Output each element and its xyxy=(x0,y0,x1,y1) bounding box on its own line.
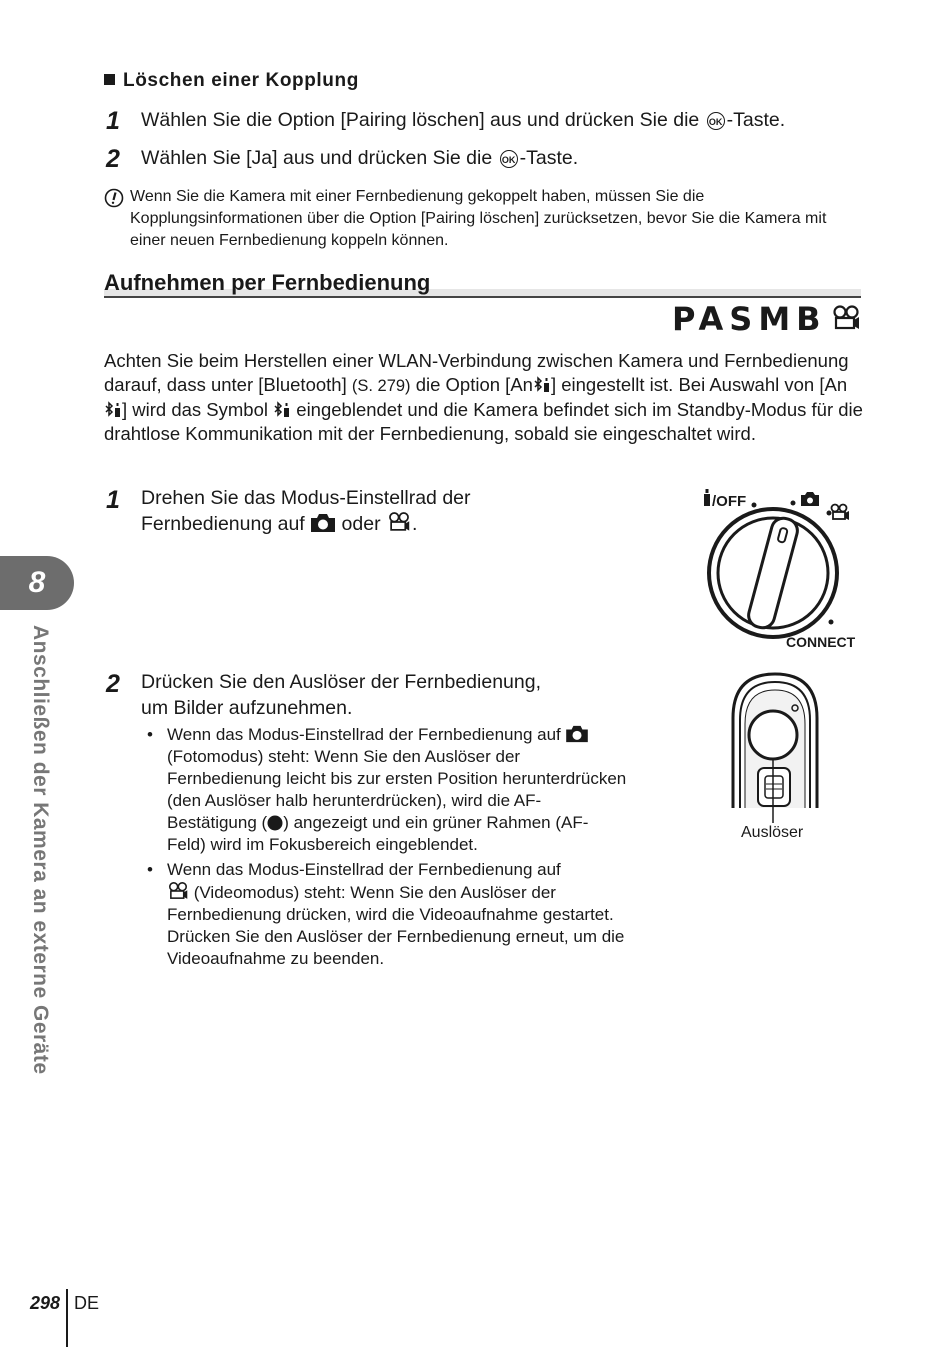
step-number: 2 xyxy=(106,145,120,173)
heading-rule xyxy=(104,296,861,298)
section-heading-text: Löschen einer Kopplung xyxy=(123,70,359,91)
movie-mode-icon xyxy=(386,511,412,533)
remote-illustration xyxy=(725,668,825,848)
movie-mode-icon xyxy=(832,505,850,521)
movie-mode-icon xyxy=(167,881,189,901)
section-heading-delete xyxy=(104,70,359,92)
step-text: Wählen Sie die Option [Pairing löschen] aus und drücken Sie die OK -Taste. xyxy=(141,109,786,131)
step-number: 2 xyxy=(106,670,120,698)
note-text: Wenn Sie die Kamera mit einer Fernbedienung gekoppelt haben, müssen Sie die Kopplungsinformationen über die Option [Pairing löschen] zurücksetzen, bevor Sie die Kamera mit einer neuen Fernbedienung koppeln können. xyxy=(130,188,827,249)
step-number: 1 xyxy=(106,486,120,514)
section-heading-remote: Aufnehmen per Fernbedienung xyxy=(104,270,431,295)
mode-dial-illustration xyxy=(697,483,867,655)
shooting-modes xyxy=(671,300,861,338)
square-bullet-icon xyxy=(104,74,115,85)
remote-mode-icon xyxy=(704,489,710,506)
intro-paragraph: Achten Sie beim Herstellen einer WLAN-Verbindung zwischen Kamera und Fernbedienung darauf, dass unter [Bluetooth] (S. 279) die Option [An ] eingestellt ist. Bei Auswahl von [An] wird das Symbol eingeblendet und die Kamera befindet sich im Standby-Modus für die drahtlose Kommunikation mit der Fernbedienung, sobald sie eingeschaltet wird. xyxy=(104,350,863,444)
ok-button-icon: OK xyxy=(500,150,518,168)
mode-letters: PASMB xyxy=(671,300,827,338)
caution-icon xyxy=(104,188,124,208)
camera-icon xyxy=(565,725,589,743)
chapter-number: 8 xyxy=(28,566,46,599)
bluetooth-remote-icon xyxy=(104,401,122,419)
shutter-button-label: Auslöser xyxy=(741,824,804,841)
list-item: • Wenn das Modus-Einstellrad der Fernbedienung auf (Videomodus) steht: Wenn Sie den Auslöser der Fernbedienung drücken, wird die Videoaufnahme gestartet. Drücken Sie den Auslöser der Fernbedienung erneut, um die Videoaufnahme zu beenden. xyxy=(147,859,627,970)
dial-off-label: /OFF xyxy=(712,493,747,510)
step-text: Drücken Sie den Auslöser der Fernbedienung, um Bilder aufzunehmen. xyxy=(141,671,541,719)
dial-connect-label: CONNECT xyxy=(786,634,856,650)
step-number: 1 xyxy=(106,107,120,135)
footer-divider xyxy=(66,1289,68,1347)
ok-button-icon: OK xyxy=(707,112,725,130)
chapter-title: Anschließen der Kamera an externe Geräte xyxy=(29,625,52,1075)
step-text: Drehen Sie das Modus-Einstellrad der Fernbedienung auf oder . xyxy=(141,487,471,535)
language-code: DE xyxy=(74,1293,100,1313)
camera-icon xyxy=(310,513,336,533)
af-confirmation-icon xyxy=(267,815,283,831)
page-number: 298 xyxy=(30,1293,61,1313)
movie-mode-icon xyxy=(831,304,861,332)
bluetooth-remote-icon xyxy=(533,376,551,394)
bluetooth-remote-icon xyxy=(273,401,291,419)
step-text: Wählen Sie [Ja] aus und drücken Sie die OK -Taste. xyxy=(141,147,579,169)
bullet-list xyxy=(147,724,627,973)
list-item: • Wenn das Modus-Einstellrad der Fernbedienung auf (Fotomodus) steht: Wenn Sie den Auslöser der Fernbedienung leicht bis zur ersten Position herunterdrücken (den Auslöser halb herunterdrücken), wird die AF-Bestätigung ( ) angezeigt und ein grüner Rahmen (AF-Feld) wird im Fokusbereich eingeblendet. xyxy=(147,724,627,856)
